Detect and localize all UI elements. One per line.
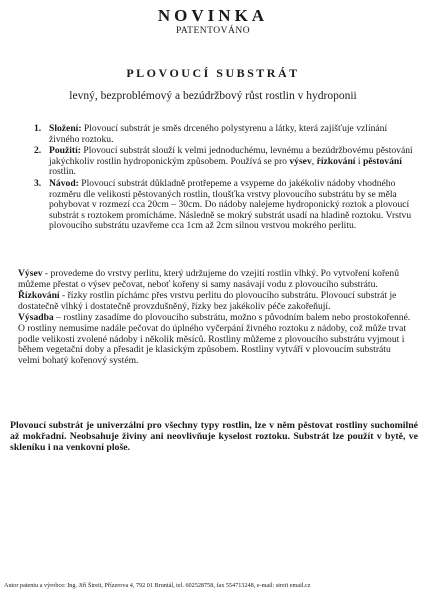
subsection-sowing [18,269,412,290]
document-subtitle: levný, bezproblémový a bezúdržbový růst rostlin v hydroponii [69,90,357,102]
usage-separator: i [355,155,363,167]
section-label: Návod: [49,177,79,189]
subsection-planting [18,313,412,366]
header-title: NOVINKA [157,6,269,25]
header-subtitle: PATENTOVÁNO [175,26,251,36]
section-text: Plovoucí substrát slouží k velmi jednoduchému, levnému a bezúdržbovému pěstování jakýchkoliv rostlin hydroponickým způsobem. Používá se pro [49,145,413,167]
section-number: 3. [34,177,42,189]
usage-separator: , [311,155,315,167]
subsection-label: Řízkování [18,290,60,302]
subsection-label: Výsev [18,268,43,279]
subsection-text: - řízky rostlin píchámc přes vrstvu perlitu do plovoucího substrátu. Plovoucí substrát je dostatečně vlhký i dostatečně provzdušněný, řízky bez jakékoliv péče zakořeňují. [18,290,397,312]
closing-paragraph: Plovoucí substrát je univerzální pro všechny typy rostlin, lze v něm pěstovat rostliny suchomilné až mokřadní. Neobsahuje živiny ani neovlivňuje kyselost roztoku. Substrát lze použít v bytě, ve skleníku i na venkovní ploše. [10,420,418,453]
section-text: Plovoucí substrát důkladně protřepeme a vsypeme do jakékoliv nádoby vhodného rozměru dle velikosti pěstovaných rostlin, tloušťka vrstvy plovoucího substrátu by se měla pohybovat v rozmezí cca 20cm – 30cm. Do nádoby nalejeme hydroponický roztok a plovoucí substrát s roztokem promícháme. Následně se mokrý substrát usadí na hladině roztoku. Vrstvu plovoucího substrátu uzavřeme cca 1cm až 2cm silnou vrstvou mokrého perlitu. [49,177,412,232]
usage-term-sowing: výsev [289,155,312,167]
section-composition [34,124,414,145]
section-list [34,124,414,233]
subsection-list [18,269,412,367]
section-instructions [34,179,414,232]
usage-tail: rostlin. [49,166,76,178]
usage-term-cuttings: řízkování [316,155,356,167]
subsection-text: - provedeme do vrstvy perlitu, který udržujeme do vzejití rostlin vlhký. Po vytvoření kořenů můžeme přestat o výsev pečovat, neboť kořeny si samy nasávají vodu z plovoucího substrátu. [18,268,400,290]
document-title: PLOVOUCÍ SUBSTRÁT [126,66,300,80]
section-label: Složení: [49,123,82,134]
footer-contact: Autor patentu a výrobce: Ing. Jiří Štreit, Přízerova 4, 792 01 Bruntál, tel. 602528758, fax 554713248, e-mail: streit email.cz [4,582,311,589]
section-text: Plovoucí substrát je směs drceného polystyrenu a látky, která zajišťuje vzlínání živného roztoku. [49,123,388,145]
section-usage [34,146,414,178]
usage-term-growing: pěstování [362,155,402,167]
subsection-label: Výsadba [18,312,54,324]
section-number: 1. [34,123,42,134]
subsection-text: – rostliny zasadíme do plovoucího substrátu, možno s původním balem nebo prostokořenné. O rostliny nemusíme nadále pečovat do úplného vyčerpání živného roztoku z nádoby, což může trvat podle velikosti zvolené nádoby i několik měsíců. Rostliny můžeme z plovoucího substrátu vyjmout i během vegetační doby a přesadit je klasickým způsobem. Rostliny vytváří v plovoucím substrátu velmi bohatý kořenový systém. [18,312,411,366]
subsection-cuttings [18,291,412,312]
section-label: Použití: [49,145,81,157]
section-number: 2. [34,145,42,157]
